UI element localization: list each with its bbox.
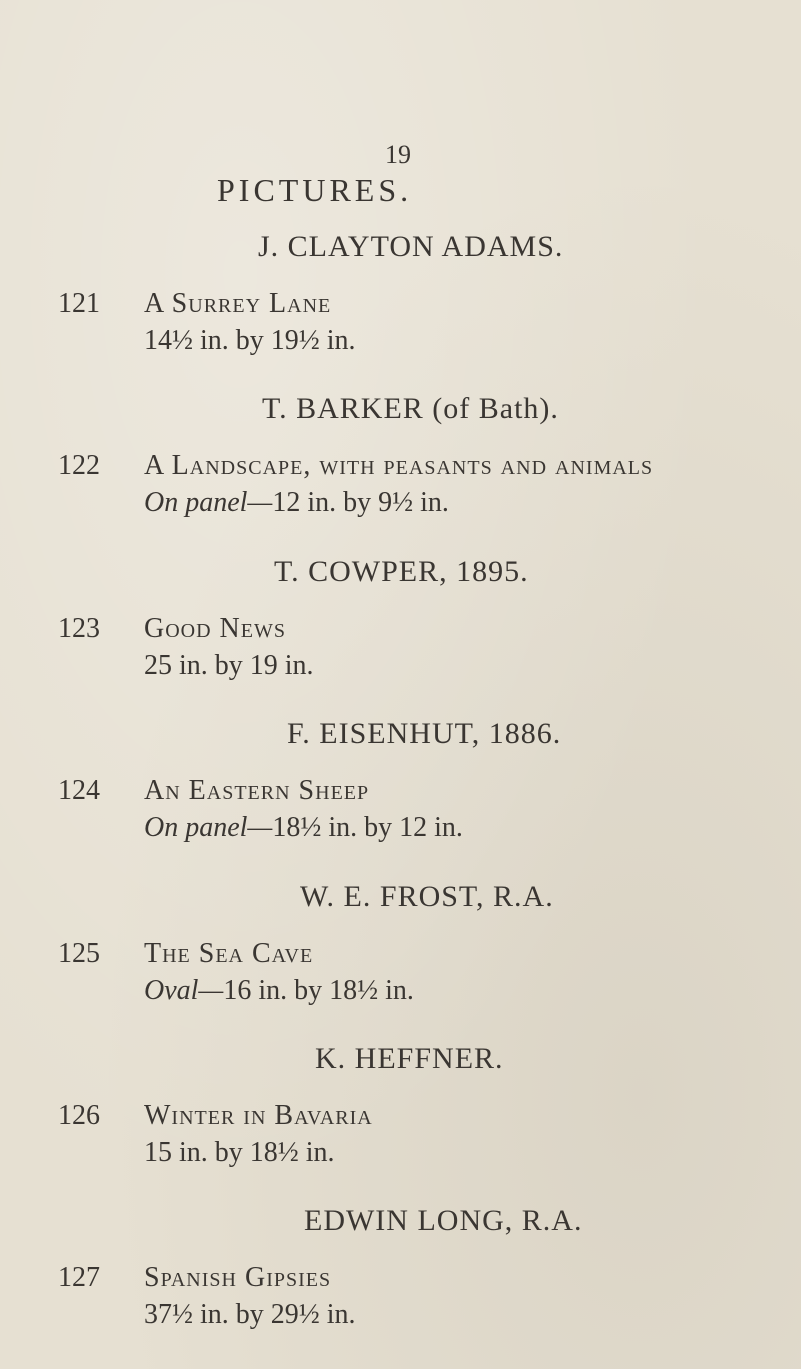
lot-title: A Landscape, with peasants and animals (144, 450, 654, 481)
artist-name: W. E. FROST, R.A. (300, 880, 554, 913)
lot-size: 18½ in. by 12 in. (272, 812, 463, 843)
lot-number: 125 (58, 938, 100, 969)
lot-number: 124 (58, 775, 100, 806)
lot-title: The Sea Cave (144, 938, 314, 969)
lot-size: 25 in. by 19 in. (144, 650, 314, 681)
artist-name: J. CLAYTON ADAMS. (258, 230, 564, 263)
lot-size: 12 in. by 9½ in. (272, 487, 449, 518)
lot-details (144, 1137, 335, 1169)
page-number: 19 (385, 140, 411, 169)
lot-size: 14½ in. by 19½ in. (144, 325, 356, 356)
lot-size: 15 in. by 18½ in. (144, 1137, 335, 1168)
lot-details (144, 975, 414, 1007)
lot-title: An Eastern Sheep (144, 775, 370, 806)
lot-title: A Surrey Lane (144, 288, 332, 319)
lot-medium: On panel— (144, 487, 273, 518)
lot-size: 16 in. by 18½ in. (223, 975, 414, 1006)
lot-medium: Oval— (144, 975, 224, 1006)
lot-number: 121 (58, 288, 100, 319)
lot-details (144, 650, 314, 682)
artist-name: F. EISENHUT, 1886. (287, 717, 562, 750)
lot-medium: On panel— (144, 812, 273, 843)
artist-name: EDWIN LONG, R.A. (304, 1204, 583, 1237)
lot-details (144, 325, 356, 357)
section-title: PICTURES. (217, 172, 413, 208)
artist-name: T. BARKER (of Bath). (262, 392, 559, 425)
lot-details (144, 487, 449, 519)
lot-details (144, 812, 463, 844)
artist-name: K. HEFFNER. (315, 1042, 504, 1075)
lot-title: Winter in Bavaria (144, 1100, 373, 1131)
lot-number: 127 (58, 1262, 100, 1293)
lot-size: 37½ in. by 29½ in. (144, 1299, 356, 1330)
lot-details (144, 1299, 356, 1331)
lot-title: Spanish Gipsies (144, 1262, 332, 1293)
lot-number: 123 (58, 613, 100, 644)
lot-number: 122 (58, 450, 100, 481)
artist-name: T. COWPER, 1895. (274, 555, 529, 588)
lot-title: Good News (144, 613, 286, 644)
lot-number: 126 (58, 1100, 100, 1131)
